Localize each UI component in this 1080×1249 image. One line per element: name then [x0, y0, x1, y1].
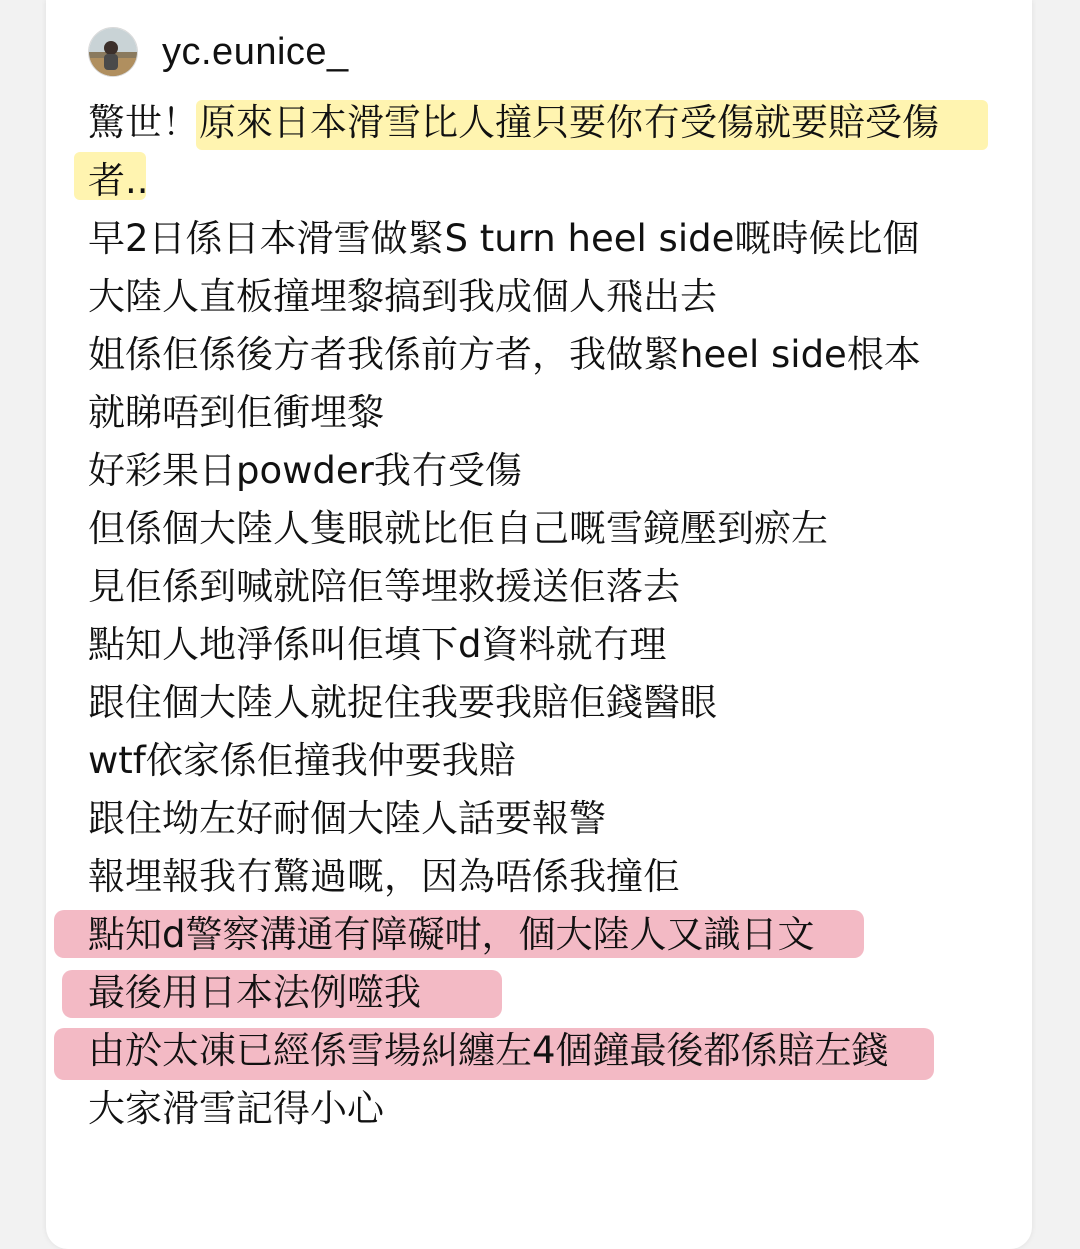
- caption-line: 點知人地淨係叫佢填下d資料就冇理: [88, 623, 667, 666]
- caption-line: 姐係佢係後方者我係前方者，我做緊heel side根本: [88, 333, 921, 376]
- caption-line: 大陸人直板撞埋黎搞到我成個人飛出去: [88, 275, 717, 318]
- caption-line: wtf依家係佢撞我仲要我賠: [88, 739, 516, 782]
- caption-line: 報埋報我冇驚過嘅，因為唔係我撞佢: [88, 855, 680, 898]
- avatar-photo-icon: [89, 28, 137, 76]
- caption-line: 最後用日本法例噬我: [88, 964, 988, 1022]
- caption-line: 但係個大陸人隻眼就比佢自己嘅雪鏡壓到瘀左: [88, 507, 828, 550]
- caption-line: 點知d警察溝通有障礙咁，個大陸人又識日文: [88, 906, 988, 964]
- caption-line: 跟住坳左好耐個大陸人話要報警: [88, 797, 606, 840]
- caption-line: 見佢係到喊就陪佢等埋救援送佢落去: [88, 565, 680, 608]
- post-header: [88, 26, 349, 78]
- caption-line: 由於太凍已經係雪場糾纏左4個鐘最後都係賠左錢: [88, 1022, 988, 1080]
- caption-line: 好彩果日powder我冇受傷: [88, 449, 522, 492]
- post-caption: [88, 94, 988, 1138]
- caption-line: 跟住個大陸人就捉住我要我賠佢錢醫眼: [88, 681, 717, 724]
- avatar[interactable]: [88, 27, 138, 77]
- caption-line: 大家滑雪記得小心: [88, 1087, 384, 1130]
- caption-line: 者..: [88, 152, 988, 210]
- caption-line: 早2日係日本滑雪做緊S turn heel side嘅時候比個: [88, 217, 920, 260]
- username[interactable]: yc.eunice_: [162, 30, 349, 73]
- caption-line: 驚世！原來日本滑雪比人撞只要你冇受傷就要賠受傷: [88, 94, 988, 152]
- caption-line: 就睇唔到佢衝埋黎: [88, 391, 384, 434]
